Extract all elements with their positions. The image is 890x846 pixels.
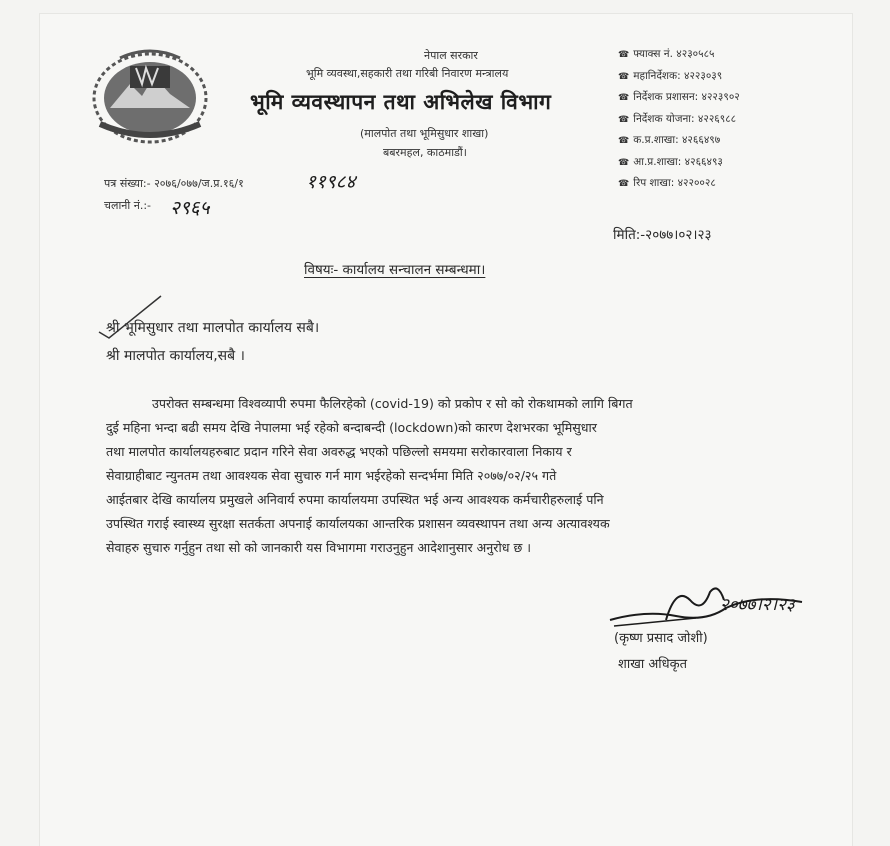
contact-item: ☎ निर्देशक प्रशासन: ४२२३९०२: [618, 91, 740, 103]
department-name: भूमि व्यवस्थापन तथा अभिलेख विभाग: [250, 90, 552, 114]
nepal-emblem-icon: [90, 46, 210, 146]
letter-date: मिति:-२०७७।०२।२३: [613, 227, 712, 243]
ministry-name: भूमि व्यवस्था,सहकारी तथा गरिबी निवारण मन्त्रालय: [306, 67, 509, 80]
phone-icon: ☎: [618, 179, 630, 189]
subject-line: विषयः- कार्यालय सन्चालन सम्बन्धमा।: [304, 262, 486, 278]
phone-icon: ☎: [618, 50, 630, 60]
phone-icon: ☎: [618, 157, 630, 168]
contact-item: ☎ फ्याक्स नं. ४२३०५८५: [618, 48, 715, 60]
body-line: उपरोक्त सम्बन्धमा विश्वव्यापी रुपमा फैलिरहेको (covid-19) को प्रकोप र सो को रोकथामको लागि बिगत: [152, 396, 633, 411]
body-line: सेवाहरु सुचारु गर्नुहुन तथा सो को जानकारी यस विभागमा गराउनुहुन आदेशानुसार अनुरोध छ ।: [106, 540, 532, 555]
body-line: तथा मालपोत कार्यालयहरुबाट प्रदान गरिने सेवा अवरुद्ध भएको पछिल्लो समयमा सरोकारवाला निकाय र: [106, 444, 572, 459]
office-address: बबरमहल, काठमाडौं।: [383, 146, 467, 159]
phone-icon: ☎: [618, 136, 630, 146]
tick-mark-icon: [95, 292, 165, 342]
dispatch-number-label: चलानी नं.:-: [104, 199, 152, 212]
phone-icon: ☎: [618, 114, 630, 125]
contact-item: ☎ महानिर्देशक: ४२२३०३९: [618, 69, 723, 82]
body-line: दुई महिना भन्दा बढी समय देखि नेपालमा भई रहेको बन्दाबन्दी (lockdown)को कारण देशभरका भूमिसुधार: [106, 420, 597, 435]
contact-item: ☎ रिप शाखा: ४२२००२८: [618, 177, 716, 189]
body-line: आईतबार देखि कार्यालय प्रमुखले अनिवार्य रुपमा कार्यालयमा उपस्थित भई अन्य आवश्यक कर्मचारीहरुलाई पनि: [106, 492, 604, 507]
phone-icon: ☎: [618, 93, 630, 103]
recipient-line: श्री भूमिसुधार तथा मालपोत कार्यालय सबै।: [106, 320, 320, 336]
contact-item: ☎ आ.प्र.शाखा: ४२६६४९३: [618, 155, 723, 168]
section-name: (मालपोत तथा भूमिसुधार शाखा): [360, 127, 489, 140]
govt-name: नेपाल सरकार: [424, 49, 478, 62]
letter-number-label: पत्र संख्या:- २०७६/०७७/ज.प्र.१६/१: [104, 177, 244, 190]
contact-item: ☎ निर्देशक योजना: ४२२६९८८: [618, 112, 737, 125]
signatory-name: (कृष्ण प्रसाद जोशी): [614, 631, 708, 646]
letter-page: [40, 14, 852, 846]
contact-list: [618, 44, 740, 195]
body-line: सेवाग्राहीबाट न्युनतम तथा आवश्यक सेवा सुचारु गर्न माग भईरहेको सन्दर्भमा मिति २०७७/०२/२५ गते: [106, 468, 557, 483]
body-line: उपस्थित गराई स्वास्थ्य सुरक्षा सतर्कता अपनाई कार्यालयका आन्तरिक प्रशासन व्यवस्थापन तथा अन्य अत्यावश्यक: [106, 516, 610, 531]
contact-item: ☎ क.प्र.शाखा: ४२६६४९७: [618, 134, 721, 146]
signatory-title: शाखा अधिकृत: [618, 657, 688, 672]
phone-icon: ☎: [618, 71, 630, 82]
dispatch-number-handwritten: २९६५: [170, 197, 210, 219]
recipient-line: श्री मालपोत कार्यालय,सबै ।: [106, 348, 245, 364]
letter-number-handwritten: ११९८४: [306, 171, 356, 193]
signature-date-handwritten: २०७७।२।२३: [720, 595, 795, 615]
